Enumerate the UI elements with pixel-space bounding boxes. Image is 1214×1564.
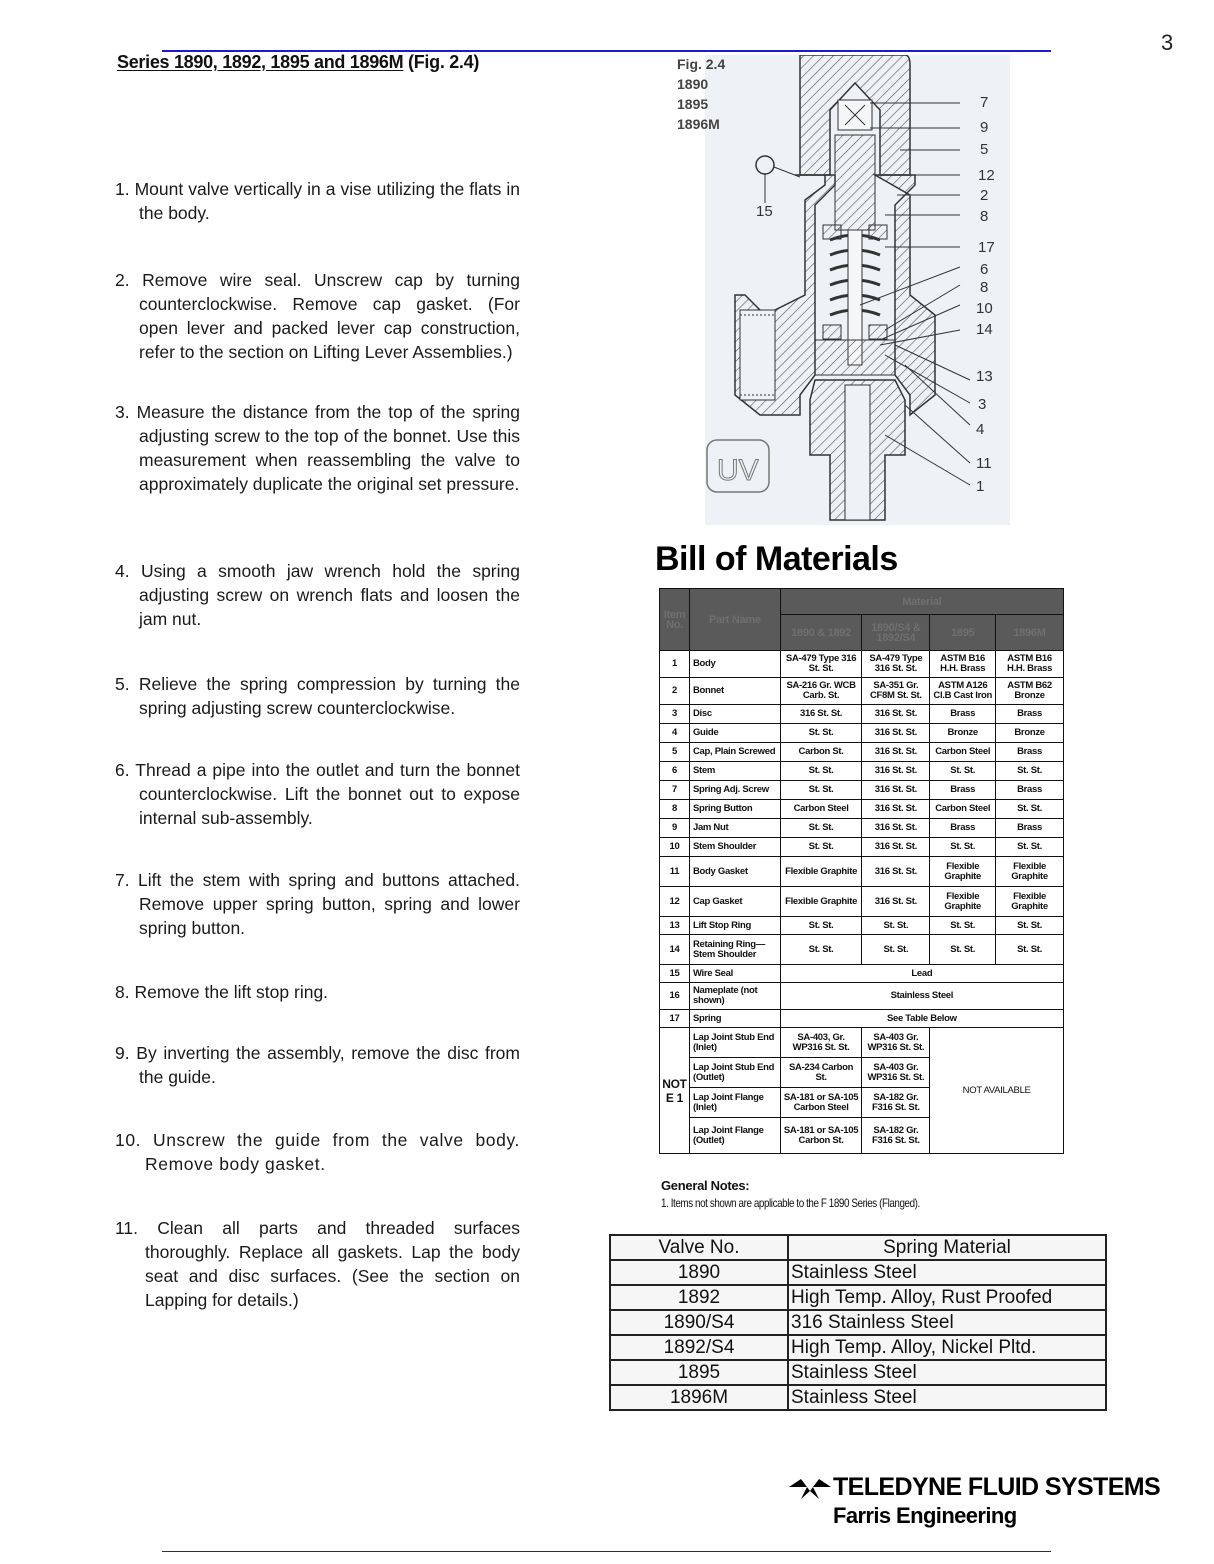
callout-8: 8	[980, 208, 989, 225]
callout-5: 5	[980, 141, 989, 158]
step-3	[115, 400, 520, 496]
step-text: Unscrew the guide from the valve body. Remove body gasket.	[145, 1130, 520, 1174]
table-row: 6 Stem St. St. 316 St. St. St. St. St. St.	[660, 762, 1064, 781]
callout-9: 9	[980, 119, 989, 136]
header-part-name: Part Name	[689, 589, 780, 651]
general-notes-title: General Notes:	[661, 1178, 750, 1193]
table-row: 14 Retaining Ring— Stem Shoulder St. St. St. St. St. St. St. St.	[660, 935, 1064, 965]
callout-15: 15	[756, 203, 773, 220]
table-row: 1890/S4 316 Stainless Steel	[610, 1310, 1106, 1335]
step-number: 4.	[115, 561, 130, 581]
table-row: Lap Joint Stub End (Outlet) SA-234 Carbon St. SA-403 Gr. WP316 St. St.	[660, 1058, 1064, 1088]
uv-stamp: UV	[717, 454, 759, 487]
step-text: Remove wire seal. Unscrew cap by turning counterclockwise. Remove cap gasket. (For open lever and packed lever cap construction, refer to the section on Lifting Lever Assemblies.)	[139, 270, 520, 362]
table-row: 17 Spring See Table Below	[660, 1010, 1064, 1028]
step-number: 11.	[115, 1218, 139, 1238]
table-header-row: Valve No. Spring Material	[610, 1235, 1106, 1260]
note-1-label: NOTE 1	[660, 1028, 690, 1154]
figure-model: 1890	[677, 76, 709, 92]
step-number: 6.	[115, 760, 130, 780]
table-row: 2 Bonnet SA-216 Gr. WCB Carb. St. SA-351 Gr. CF8M St. St. ASTM A126 Cl.B Cast Iron ASTM B62 Bronze	[660, 678, 1064, 705]
header-1890-1892: 1890 & 1892	[780, 615, 862, 651]
step-6	[115, 758, 520, 830]
table-row: 1890 Stainless Steel	[610, 1260, 1106, 1285]
footer-rule	[162, 1551, 1051, 1552]
section-title-series: Series 1890, 1892, 1895 and 1896M	[117, 52, 404, 72]
table-row: 16 Nameplate (not shown) Stainless Steel	[660, 983, 1064, 1010]
bom-title: Bill of Materials	[655, 540, 898, 578]
step-text: Measure the distance from the top of the spring adjusting screw to the top of the bonnet. Use this measurement when reassembling the valve to approximately duplicate the original set pressure.	[136, 402, 520, 494]
step-text: Remove the lift stop ring.	[134, 982, 329, 1002]
table-row: 10 Stem Shoulder St. St. 316 St. St. St. St. St. St.	[660, 838, 1064, 857]
table-row: 4 Guide St. St. 316 St. St. Bronze Bronze	[660, 724, 1064, 743]
figure-model: 1895	[677, 96, 709, 112]
callout-1: 1	[976, 478, 985, 495]
table-row: 7 Spring Adj. Screw St. St. 316 St. St. Brass Brass	[660, 781, 1064, 800]
teledyne-logo-icon	[787, 1477, 833, 1499]
header-item-no: Item No.	[660, 589, 690, 651]
table-row: Lap Joint Flange (Inlet) SA-181 or SA-105 Carbon Steel SA-182 Gr. F316 St. St.	[660, 1088, 1064, 1118]
general-note-1: 1. Items not shown are applicable to the F 1890 Series (Flanged).	[661, 1196, 920, 1210]
step-number: 9.	[115, 1043, 130, 1063]
callout-7: 7	[980, 94, 989, 111]
step-number: 5.	[115, 674, 130, 694]
callout-3: 3	[978, 396, 987, 413]
company-logo	[787, 1473, 1160, 1502]
step-number: 8.	[115, 982, 130, 1002]
figure-label	[677, 54, 725, 134]
callout-13: 13	[976, 368, 993, 385]
step-11	[115, 1216, 520, 1312]
step-5	[115, 672, 520, 720]
header-material: Material	[780, 589, 1063, 615]
valve-cross-section-figure	[705, 55, 1010, 525]
page-number: 3	[1161, 30, 1174, 55]
step-text: Mount valve vertically in a vise utilizing the flats in the body.	[134, 179, 520, 223]
callout-8b: 8	[980, 279, 989, 296]
table-row: 1 Body SA-479 Type 316 St. St. SA-479 Type 316 St. St. ASTM B16 H.H. Brass ASTM B16 H.H. Brass	[660, 651, 1064, 678]
callout-4: 4	[976, 421, 985, 438]
callout-12: 12	[978, 167, 995, 184]
step-4	[115, 559, 520, 631]
step-8	[115, 980, 520, 1004]
step-text: Thread a pipe into the outlet and turn the bonnet counterclockwise. Lift the bonnet out to expose internal sub-assembly.	[135, 760, 520, 828]
section-title	[117, 52, 479, 73]
not-available-cell: NOT AVAILABLE	[930, 1028, 1064, 1154]
callout-6: 6	[980, 261, 989, 278]
callout-17: 17	[978, 239, 995, 256]
section-title-figref: (Fig. 2.4)	[403, 52, 480, 72]
callout-11: 11	[976, 455, 992, 472]
spring-material-table	[609, 1234, 1107, 1411]
figure-number: Fig. 2.4	[677, 56, 726, 72]
callout-14: 14	[976, 321, 993, 338]
table-row: 12 Cap Gasket Flexible Graphite 316 St. St. Flexible Graphite Flexible Graphite	[660, 887, 1064, 917]
step-number: 2.	[115, 270, 130, 290]
header-1896m: 1896M	[996, 615, 1064, 651]
callout-10: 10	[976, 300, 993, 317]
step-text: By inverting the assembly, remove the disc from the guide.	[136, 1043, 520, 1087]
table-row: 1896M Stainless Steel	[610, 1385, 1106, 1410]
valve-drawing-icon	[705, 55, 1010, 525]
step-10	[115, 1128, 520, 1176]
step-1	[115, 177, 520, 225]
table-row: NOTE 1 Lap Joint Stub End (Inlet) SA-403, Gr. WP316 St. St. SA-403 Gr. WP316 St. St. NOT AVAILABLE	[660, 1028, 1064, 1058]
table-row: 8 Spring Button Carbon Steel 316 St. St. Carbon Steel St. St.	[660, 800, 1064, 819]
step-9	[115, 1041, 520, 1089]
header-1890s4-1892s4: 1890/S4 & 1892/S4	[862, 615, 930, 651]
step-text: Clean all parts and threaded surfaces thoroughly. Replace all gaskets. Lap the body seat and disc surfaces. (See the section on Lapping for details.)	[145, 1218, 520, 1310]
step-text: Relieve the spring compression by turning the spring adjusting screw counterclockwise.	[138, 674, 520, 718]
step-number: 3.	[115, 402, 130, 422]
step-number: 10.	[115, 1130, 142, 1150]
table-row: 11 Body Gasket Flexible Graphite 316 St. St. Flexible Graphite Flexible Graphite	[660, 857, 1064, 887]
step-7	[115, 868, 520, 940]
step-number: 7.	[115, 870, 130, 890]
step-2	[115, 268, 520, 364]
table-row: 1892 High Temp. Alloy, Rust Proofed	[610, 1285, 1106, 1310]
table-row: 15 Wire Seal Lead	[660, 965, 1064, 983]
step-number: 1.	[115, 179, 130, 199]
table-row: 9 Jam Nut St. St. 316 St. St. Brass Brass	[660, 819, 1064, 838]
step-text: Using a smooth jaw wrench hold the spring adjusting screw on wrench flats and loosen the jam nut.	[139, 561, 520, 629]
table-row: 1892/S4 High Temp. Alloy, Nickel Pltd.	[610, 1335, 1106, 1360]
bill-of-materials-table	[659, 588, 1064, 1154]
header-1895: 1895	[930, 615, 996, 651]
callout-2: 2	[980, 187, 989, 204]
table-row: 5 Cap, Plain Screwed Carbon St. 316 St. St. Carbon Steel Brass	[660, 743, 1064, 762]
table-row: Lap Joint Flange (Outlet) SA-181 or SA-105 Carbon St. SA-182 Gr. F316 St. St.	[660, 1118, 1064, 1154]
company-name: TELEDYNE FLUID SYSTEMS	[833, 1473, 1161, 1501]
step-text: Lift the stem with spring and buttons attached. Remove upper spring button, spring and lower spring button.	[138, 870, 520, 938]
table-row: 13 Lift Stop Ring St. St. St. St. St. St. St. St.	[660, 917, 1064, 935]
table-row: 3 Disc 316 St. St. 316 St. St. Brass Brass	[660, 705, 1064, 724]
company-division: Farris Engineering	[833, 1503, 1017, 1528]
table-row: 1895 Stainless Steel	[610, 1360, 1106, 1385]
figure-model: 1896M	[677, 116, 720, 132]
